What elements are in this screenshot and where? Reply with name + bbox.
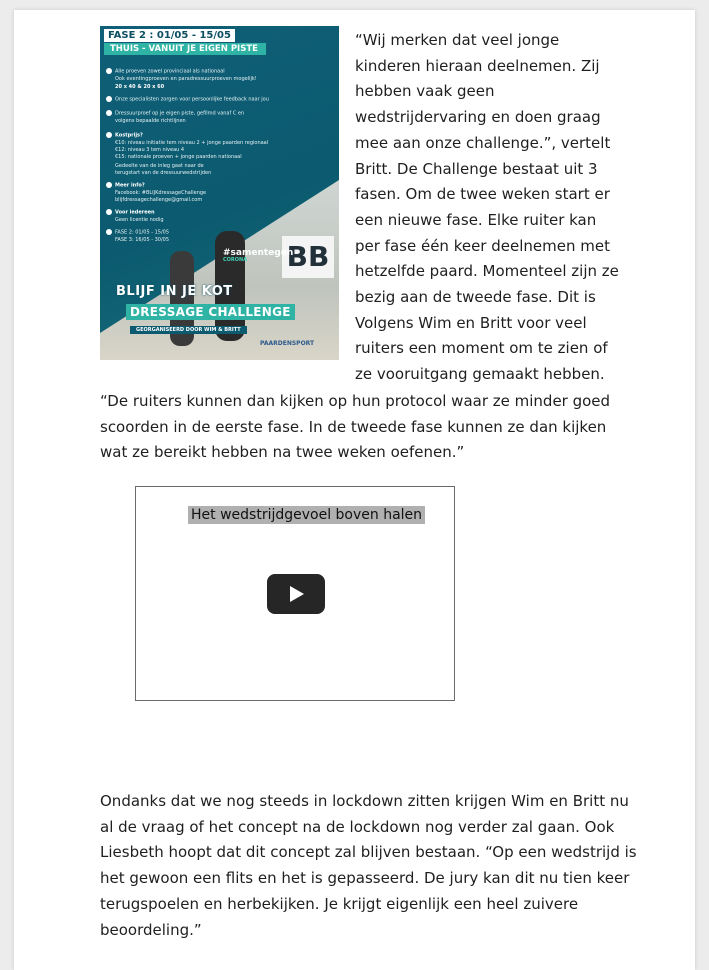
text-line: Volgens Wim en Britt voor veel [355,313,587,332]
poster-line: Dressuurproef op je eigen piste, gefilmd vanaf C en [106,110,244,117]
poster-line: FASE 3: 16/05 - 30/05 [115,237,170,243]
poster-line: Voor iedereen [106,209,155,216]
horse-icon [106,229,112,235]
poster-phase-badge: FASE 2 : 01/05 - 15/05 [104,29,235,42]
text-line: “De ruiters kunnen dan kijken op hun protocol waar ze minder goed [100,392,611,410]
text-line: Liesbeth hoopt dat dit concept zal blijven bestaan. “Op een wedstrijd is [100,843,637,862]
text-line: ruiters een moment om te zien of [355,339,608,358]
play-button[interactable] [267,574,325,614]
text-line: Ondanks dat we nog steeds in lockdown zitten krijgen Wim en Britt nu [100,792,629,810]
text-line: mee aan onze challenge.”, vertelt [355,133,611,152]
text-line: een nieuwe fase. Elke ruiter kan [355,210,597,229]
text-line: ze vooruitgang gemaakt hebben. [355,365,605,384]
horse-icon [106,132,112,138]
poster-line: Facebook: #BLIJKdressageChallenge [115,190,207,196]
text-line: al de vraag of het concept na de lockdown nog verder zal gaan. Ook [100,817,615,836]
dressage-letter-board: BB [282,236,334,278]
poster-line: 20 x 40 & 20 x 60 [115,84,165,90]
text-line: Britt. De Challenge bestaat uit 3 [355,159,598,178]
poster-line: terugstart van de dressuurwedstrijden [115,170,212,176]
horse-icon [106,96,112,102]
horse-icon [106,68,112,74]
horse-icon [106,110,112,116]
poster-line: €12: niveau 3 tem niveau 4 [115,147,185,153]
text-line: bezig aan de tweede fase. Dit is [355,288,596,306]
video-title[interactable]: Het wedstrijdgevoel boven halen [188,506,425,524]
poster-line: Ook eventingproeven en paradressuurproeven mogelijk! [115,76,257,82]
poster-line: Geen licentie nodig [115,217,164,223]
text-line: “Wij merken dat veel jonge [355,31,560,49]
embedded-video[interactable] [135,486,455,701]
poster-phase-subtitle: THUIS - VANUIT JE EIGEN PISTE [104,43,266,55]
poster-subtitle: DRESSAGE CHALLENGE [126,304,295,320]
poster-line: Meer info? [106,182,145,189]
poster-line: volgens bepaalde richtlijnen [115,118,186,124]
text-line: wat ze bereikt hebben na twee weken oefenen.” [100,443,465,462]
text-line: het gewoon een flits en het is gepasseerd. De jury kan dit nu tien keer [100,869,630,888]
text-line: terugspoelen en herbekijken. Je krijgt eigenlijk een heel zuivere [100,894,579,913]
poster-title: BLIJF IN JE KOT [116,284,233,299]
text-line: fasen. Om de twee weken start er [355,185,610,204]
poster-line: Alle proeven zowel provinciaal als nationaal [106,68,225,75]
play-icon [290,586,304,602]
text-line: hebben vaak geen [355,82,495,101]
poster-line: Gedeelte van de inleg gaat naar de [115,163,204,169]
poster-organizer: GEORGANISEERD DOOR WIM & BRITT [130,326,247,334]
text-line: hetzelfde paard. Momenteel zijn ze [355,262,619,281]
poster-brand-logo: PAARDENSPORT [260,340,315,347]
challenge-poster [100,26,339,360]
poster-line: Kostprijs? [106,132,143,139]
poster-line: €15: nationale proeven + jonge paarden nationaal [115,154,242,160]
poster-hashtag: #samentegen CORONA [223,248,294,263]
horse-icon [106,182,112,188]
poster-line: FASE 2: 01/05 - 15/05 [106,229,169,236]
text-line: kinderen hieraan deelnemen. Zij [355,56,600,75]
poster-line: Onze specialisten zorgen voor persoonlijke feedback naar jou [106,96,269,103]
poster-line: blijfdressagechallenge@gmail.com [115,197,203,203]
text-line: scoorden in de eerste fase. In de tweede fase kunnen ze dan kijken [100,417,607,436]
text-line: beoordeling.” [100,920,202,939]
text-line: per fase één keer deelnemen met [355,236,610,255]
horse-icon [106,209,112,215]
poster-line: €10: niveau initiatie tem niveau 2 + jonge paarden regionaal [115,140,269,146]
text-line: wedstrijdervaring en doen graag [355,108,601,127]
